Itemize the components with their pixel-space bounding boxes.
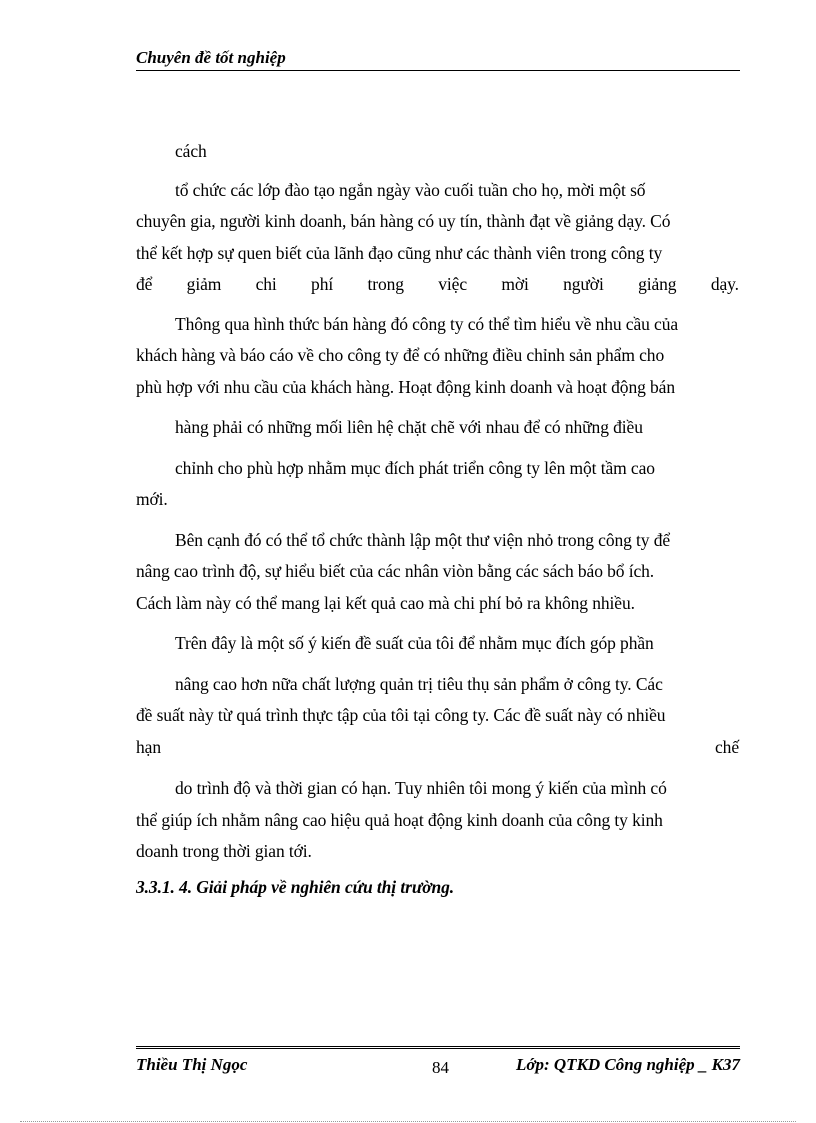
- word: giảng: [638, 274, 677, 294]
- body-line: chỉnh cho phù hợp nhằm mục đích phát triển công ty lên một tầm cao: [175, 457, 655, 478]
- section-heading: 3.3.1. 4. Giải pháp về nghiên cứu thị trường.: [136, 876, 455, 897]
- body-line: Trên đây là một số ý kiến đề suất của tôi để nhằm mục đích góp phần: [175, 633, 654, 653]
- body-line: hàng phải có những mối liên hệ chặt chẽ với nhau để có những điều: [175, 417, 643, 437]
- page-number: 84: [432, 1058, 449, 1077]
- page-bottom-edge: [20, 1121, 796, 1122]
- body-line: nâng cao hơn nữa chất lượng quản trị tiêu thụ sản phẩm ở công ty. Các: [175, 673, 663, 694]
- body-line: tổ chức các lớp đào tạo ngắn ngày vào cuối tuần cho họ, mời một số: [175, 179, 646, 200]
- footer-divider: [136, 1046, 740, 1049]
- page-footer: [136, 1054, 740, 1078]
- footer-author: Thiều Thị Ngọc: [136, 1055, 248, 1074]
- body-line-justified: [136, 269, 739, 301]
- word: để: [136, 274, 153, 294]
- word: phí: [311, 274, 334, 294]
- body-line: thể giúp ích nhằm nâng cao hiệu quả hoạt động kinh doanh của công ty kinh: [136, 809, 663, 830]
- word: chế: [715, 736, 739, 757]
- word: chi: [255, 274, 277, 294]
- body-line: cách: [175, 141, 207, 161]
- body-line: phù hợp với nhu cầu của khách hàng. Hoạt động kinh doanh và hoạt động bán: [136, 376, 676, 397]
- body-line: thể kết hợp sự quen biết của lãnh đạo cũng như các thành viên trong công ty: [136, 242, 663, 263]
- page-header-title: Chuyên đề tốt nghiệp: [136, 48, 740, 71]
- body-line: do trình độ và thời gian có hạn. Tuy nhiên tôi mong ý kiến của mình có: [175, 778, 667, 798]
- document-body: [136, 136, 739, 903]
- word: hạn: [136, 736, 161, 757]
- body-line-justified: [136, 732, 739, 764]
- body-line: Bên cạnh đó có thể tổ chức thành lập một thư viện nhỏ trong công ty để: [175, 529, 671, 550]
- word: dạy.: [710, 274, 739, 294]
- body-line: Cách làm này có thể mang lại kết quả cao mà chi phí bỏ ra không nhiều.: [136, 592, 635, 613]
- footer-class-label: Lớp: QTKD Công nghiệp _ K37: [515, 1055, 740, 1074]
- word: người: [563, 274, 604, 294]
- body-line: Thông qua hình thức bán hàng đó công ty có thể tìm hiểu về nhu cầu của: [175, 313, 679, 334]
- body-line: mới.: [136, 489, 168, 509]
- body-line: đề suất này từ quá trình thực tập của tôi tại công ty. Các đề suất này có nhiều: [136, 705, 666, 725]
- word: giảm: [186, 274, 222, 294]
- body-line: chuyên gia, người kinh doanh, bán hàng có uy tín, thành đạt về giảng dạy. Có: [136, 211, 671, 231]
- body-line: nâng cao trình độ, sự hiểu biết của các nhân viòn bằng các sách báo bổ ích.: [136, 561, 655, 581]
- word: việc: [438, 274, 467, 294]
- word: trong: [367, 274, 404, 294]
- body-line: khách hàng và báo cáo về cho công ty để có những điều chỉnh sản phẩm cho: [136, 345, 665, 365]
- word: mời: [501, 274, 529, 294]
- body-line: doanh trong thời gian tới.: [136, 841, 312, 861]
